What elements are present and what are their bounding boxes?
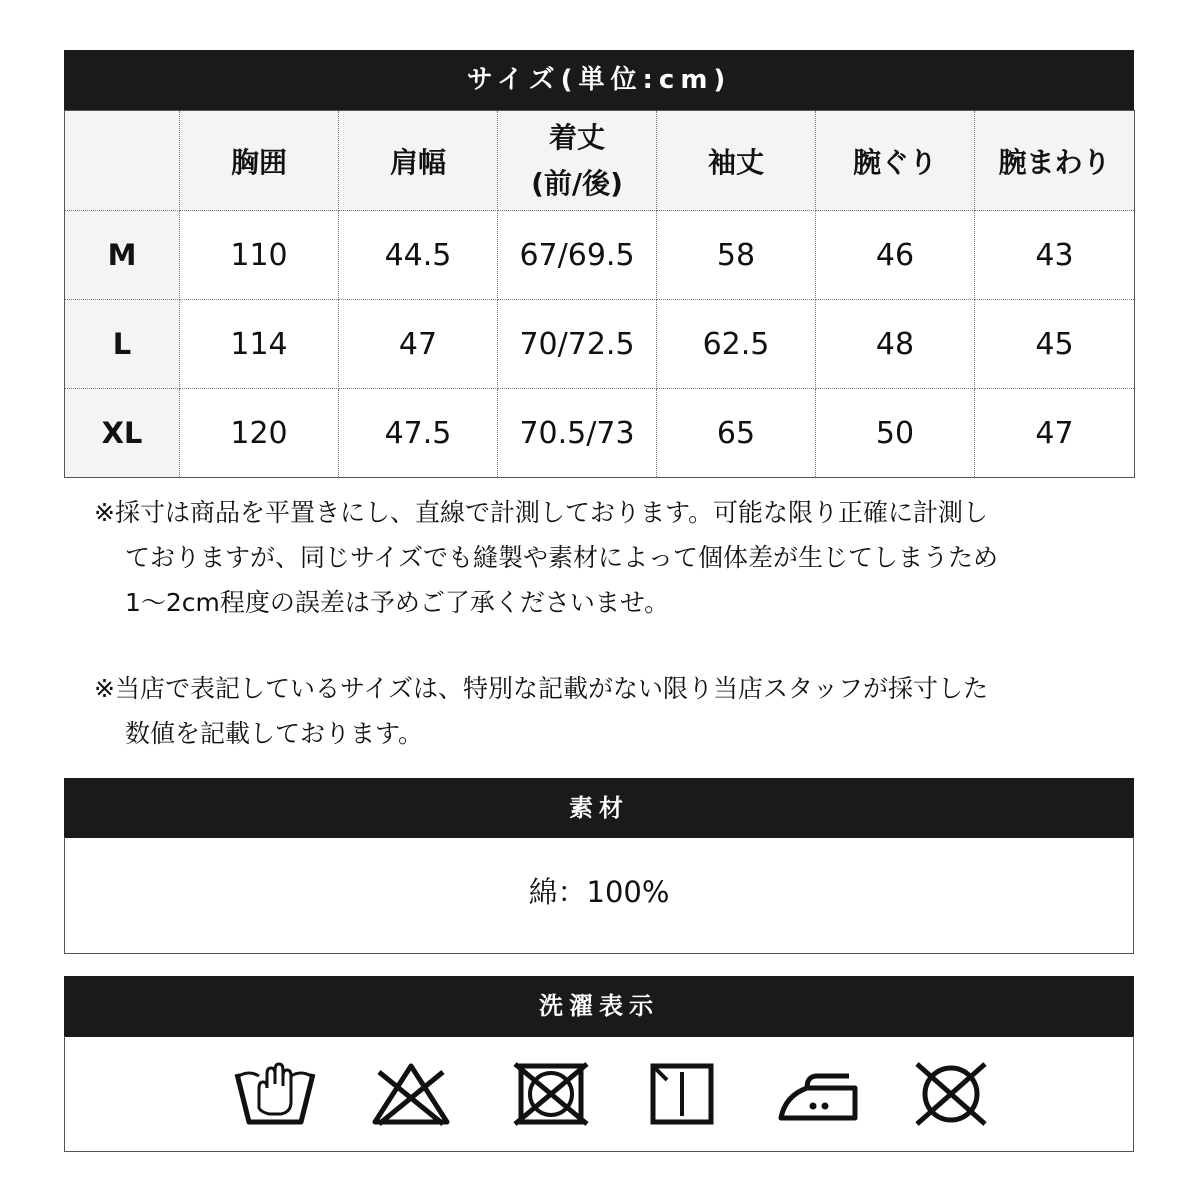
material-title: 素材 — [569, 794, 629, 822]
column-header-shoulder: 肩幅 — [339, 111, 498, 211]
table-cell: 62.5 — [657, 300, 816, 389]
note-line: ※採寸は商品を平置きにし、直線で計測しております。可能な限り正確に計測し — [94, 498, 988, 527]
table-cell: 44.5 — [339, 211, 498, 300]
note-line: 1〜2cm程度の誤差は予めご了承くださいませ。 — [125, 588, 670, 617]
note-line: ておりますが、同じサイズでも縫製や素材によって個体差が生じてしまうため — [125, 543, 999, 572]
size-label: L — [65, 300, 180, 389]
table-cell: 48 — [816, 300, 975, 389]
column-header-armhole: 腕ぐり — [816, 111, 975, 211]
hand-wash-icon — [233, 1062, 317, 1126]
table-cell: 47.5 — [339, 389, 498, 478]
size-section-title: サイズ(単位:cm) — [466, 65, 732, 95]
length-label: 着丈 — [548, 120, 605, 154]
note-line: 数値を記載しております。 — [125, 719, 424, 748]
table-cell: 120 — [180, 389, 339, 478]
table-row — [65, 300, 1135, 389]
table-cell: 45 — [975, 300, 1135, 389]
table-row — [65, 389, 1135, 478]
column-header-chest: 胸囲 — [180, 111, 339, 211]
column-header-length — [498, 111, 657, 211]
material-body — [64, 837, 1134, 954]
size-label: M — [65, 211, 180, 300]
size-label: XL — [65, 389, 180, 478]
size-table — [64, 110, 1135, 478]
material-value: 綿：100% — [528, 875, 670, 909]
length-sub-label: (前/後) — [531, 166, 623, 200]
column-header-sleeve: 袖丈 — [657, 111, 816, 211]
table-cell: 114 — [180, 300, 339, 389]
table-cell: 58 — [657, 211, 816, 300]
table-cell: 70.5/73 — [498, 389, 657, 478]
table-cell: 47 — [339, 300, 498, 389]
table-cell: 65 — [657, 389, 816, 478]
care-section-header — [64, 976, 1134, 1037]
table-cell: 46 — [816, 211, 975, 300]
no-tumble-dry-icon — [511, 1062, 591, 1126]
care-body — [64, 1036, 1134, 1152]
material-section-header — [64, 778, 1134, 838]
low-iron-icon — [777, 1062, 861, 1126]
line-dry-icon — [649, 1062, 719, 1126]
table-row — [65, 211, 1135, 300]
care-title: 洗濯表示 — [539, 992, 659, 1020]
table-cell: 50 — [816, 389, 975, 478]
no-dry-clean-icon — [911, 1062, 991, 1126]
table-cell: 43 — [975, 211, 1135, 300]
table-cell: 67/69.5 — [498, 211, 657, 300]
size-table-header-row — [65, 111, 1135, 211]
note-line: ※当店で表記しているサイズは、特別な記載がない限り当店スタッフが採寸した — [94, 674, 988, 703]
size-section-header — [64, 50, 1134, 111]
corner-cell — [65, 111, 180, 211]
measurement-note — [94, 490, 1104, 625]
table-cell: 70/72.5 — [498, 300, 657, 389]
size-note — [94, 666, 1104, 756]
column-header-arm-circumference: 腕まわり — [975, 111, 1135, 211]
no-bleach-icon — [371, 1062, 451, 1126]
table-cell: 110 — [180, 211, 339, 300]
table-cell: 47 — [1035, 415, 1074, 451]
